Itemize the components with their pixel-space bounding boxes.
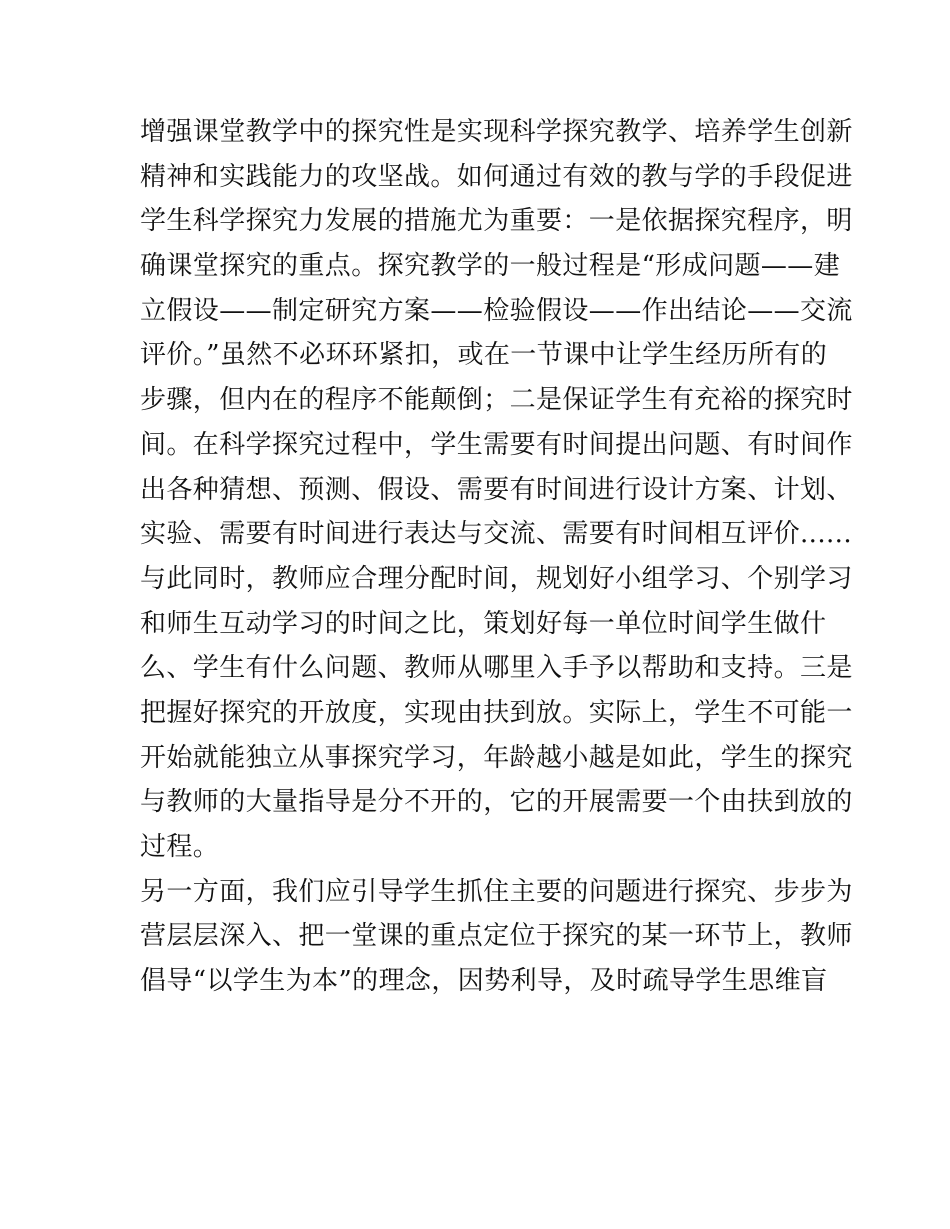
text-line: 确课堂探究的重点。探究教学的一般过程是“形成问题——建 [140,251,841,282]
text-line: 间。在科学探究过程中，学生需要有时间提出问题、有时间作 [140,429,853,460]
text-line: 实验、需要有时间进行表达与交流、需要有时间相互评价...... [140,519,852,550]
text-line: 过程。 [140,832,220,862]
text-line: 与教师的大量指导是分不开的，它的开展需要一个由扶到放的 [140,787,853,818]
text-line: 与此同时，教师应合理分配时间，规划好小组学习、个别学习 [140,563,853,594]
text-line: 把握好探究的开放度，实现由扶到放。实际上，学生不可能一 [140,697,853,728]
text-line: 营层层深入、把一堂课的重点定位于探究的某一环节上，教师 [140,921,853,952]
text-line: 倡导“以学生为本”的理念，因势利导，及时疏导学生思维盲 [140,966,828,997]
text-line: 增强课堂教学中的探究性是实现科学探究教学、培养学生创新 [140,117,853,147]
text-line: 精神和实践能力的攻坚战。如何通过有效的教与学的手段促进 [140,161,853,192]
text-line: 和师生互动学习的时间之比，策划好每一单位时间学生做什 [140,608,827,639]
text-line: 评价。”虽然不必环环紧扣，或在一节课中让学生经历所有的 [140,340,828,371]
text-line: 学生科学探究力发展的措施尤为重要：一是依据探究程序，明 [140,206,853,237]
text-line: 么、学生有什么问题、教师从哪里入手予以帮助和支持。三是 [140,653,853,684]
text-line: 出各种猜想、预测、假设、需要有时间进行设计方案、计划、 [140,474,853,505]
text-line: 另一方面，我们应引导学生抓住主要的问题进行探究、步步为 [140,876,853,907]
text-line: 步骤，但内在的程序不能颠倒；二是保证学生有充裕的探究时 [140,385,853,416]
text-line: 立假设——制定研究方案——检验假设——作出结论——交流 [140,295,853,326]
text-line: 开始就能独立从事探究学习，年龄越小越是如此，学生的探究 [140,742,853,773]
body-text [140,110,853,1004]
